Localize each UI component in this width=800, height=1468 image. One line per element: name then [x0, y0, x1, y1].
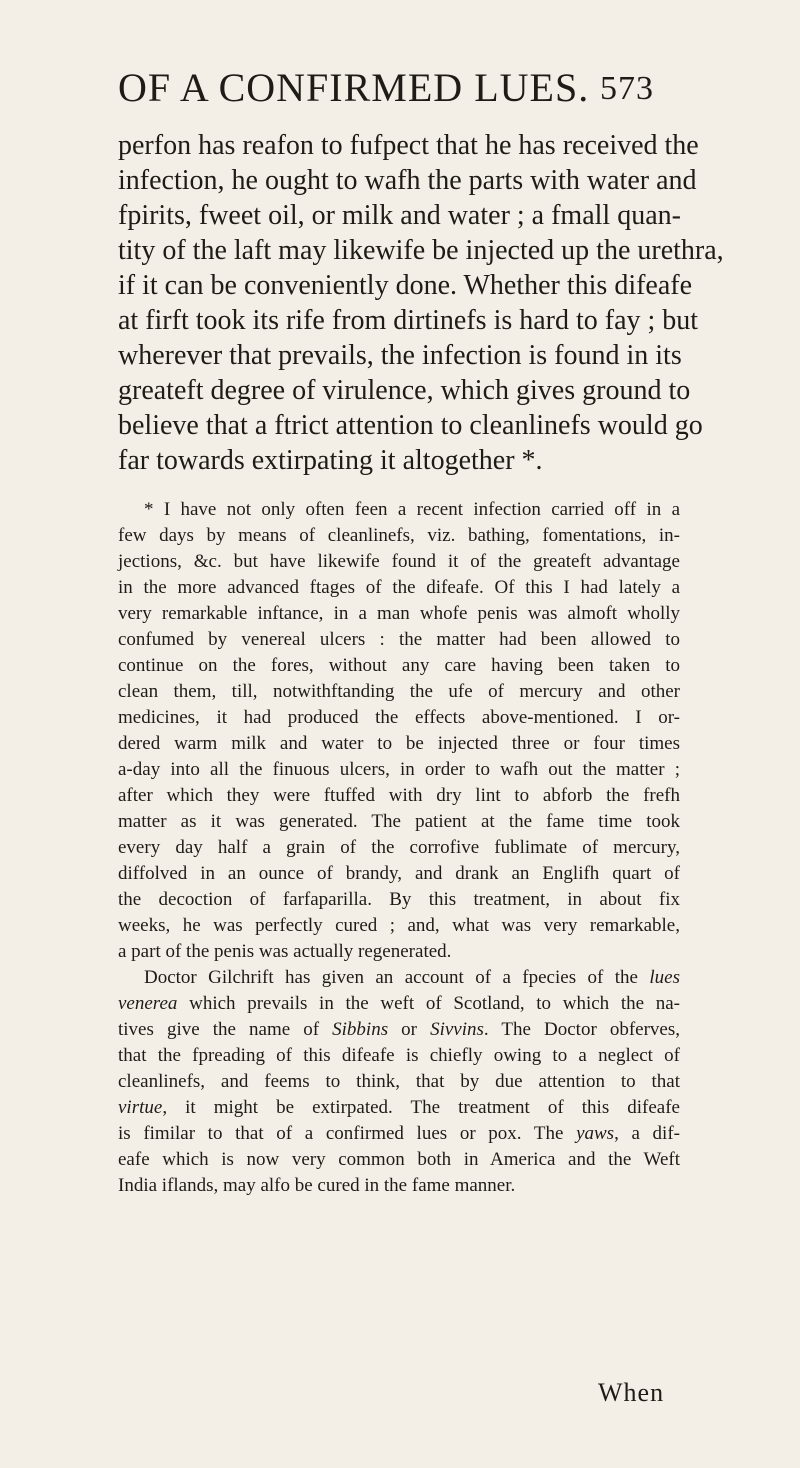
footnote-line: * I have not only often feen a recent infection carried off in a	[144, 499, 680, 520]
text-line: infection, he ought to wafh the parts with water and	[118, 165, 697, 196]
footnote-line: few days by means of cleanlinefs, viz. bathing, fomentations, in-	[118, 525, 680, 546]
footnote-text: tives give the name of	[118, 1019, 333, 1040]
footnote-text: , a dif-	[614, 1123, 680, 1144]
footnote-line: medicines, it had produced the effects above-mentioned. I or-	[118, 707, 680, 728]
catchword: When	[598, 1378, 665, 1407]
running-header	[118, 64, 678, 111]
footnote-line	[118, 1017, 680, 1043]
footnote-line: continue on the fores, without any care having been taken to	[118, 655, 680, 676]
footnote-line	[118, 1121, 680, 1147]
page-number: 573	[600, 70, 654, 107]
text-line: far towards extirpating it altogether *.	[118, 445, 543, 476]
footnote-text: . The Doctor obferves,	[483, 1019, 681, 1040]
text-line: greateft degree of virulence, which gives ground to	[118, 375, 691, 406]
text-line: perfon has reafon to fufpect that he has received the	[118, 130, 699, 161]
footnote-line: confumed by venereal ulcers : the matter had been allowed to	[118, 629, 680, 650]
footnote-line: matter as it was generated. The patient at the fame time took	[118, 811, 680, 832]
footnote-line: the decoction of farfaparilla. By this treatment, in about fix	[118, 889, 680, 910]
italic-term: yaws	[576, 1123, 615, 1144]
footnote-text: , it might be extirpated. The treatment of this difeafe	[162, 1097, 680, 1118]
footnote-line: diffolved in an ounce of brandy, and drank an Englifh quart of	[118, 863, 680, 884]
italic-term: lues	[649, 967, 680, 988]
main-paragraph	[118, 128, 724, 478]
footnote-line: dered warm milk and water to be injected three or four times	[118, 733, 680, 754]
italic-term: venerea	[118, 993, 178, 1014]
footnote-text: Doctor Gilchrift has given an account of a fpecies of the	[144, 967, 650, 988]
text-line: at firft took its rife from dirtinefs is hard to fay ; but	[118, 305, 699, 336]
footnote-text: is fimilar to that of a confirmed lues or pox. The	[118, 1123, 577, 1144]
footnote-line: clean them, till, notwithftanding the ufe of mercury and other	[118, 681, 680, 702]
footnote-line: after which they were ftuffed with dry lint to abforb the frefh	[118, 785, 680, 806]
footnote-line: very remarkable inftance, in a man whofe penis was almoft wholly	[118, 603, 680, 624]
italic-term: virtue	[118, 1097, 163, 1118]
footnote-line: jections, &c. but have likewife found it of the greateft advantage	[118, 551, 680, 572]
text-line: fpirits, fweet oil, or milk and water ; a fmall quan-	[118, 200, 681, 231]
text-line: wherever that prevails, the infection is found in its	[118, 340, 682, 371]
footnote-line: weeks, he was perfectly cured ; and, what was very remarkable,	[118, 915, 680, 936]
text-line: tity of the laft may likewife be injected up the urethra,	[118, 235, 724, 266]
header-title: OF A CONFIRMED LUES.	[118, 65, 590, 110]
text-line: believe that a ftrict attention to cleanlinefs would go	[118, 410, 703, 441]
italic-term: Sivvins	[430, 1019, 484, 1040]
footnote-line	[118, 965, 680, 991]
footnote-text: which prevails in the weft of Scotland, to which the na-	[177, 993, 680, 1014]
footnote-text: or	[388, 1019, 431, 1040]
footnote-line: a part of the penis was actually regenerated.	[118, 941, 452, 962]
italic-term: Sibbins	[332, 1019, 389, 1040]
footnote-line: cleanlinefs, and feems to think, that by due attention to that	[118, 1071, 680, 1092]
footnote-line: in the more advanced ftages of the difeafe. Of this I had lately a	[118, 577, 680, 598]
footnote-line: eafe which is now very common both in America and the Weft	[118, 1149, 680, 1170]
footnote-line: that the fpreading of this difeafe is chiefly owing to a neglect of	[118, 1045, 680, 1066]
footnote-line: a-day into all the finuous ulcers, in order to wafh out the matter ;	[118, 759, 680, 780]
footnote	[118, 497, 680, 1199]
footnote-line	[118, 1095, 680, 1121]
text-line: if it can be conveniently done. Whether this difeafe	[118, 270, 693, 301]
footnote-line	[118, 991, 680, 1017]
footnote-line: every day half a grain of the corrofive fublimate of mercury,	[118, 837, 680, 858]
footnote-line: India iflands, may alfo be cured in the fame manner.	[118, 1175, 516, 1196]
